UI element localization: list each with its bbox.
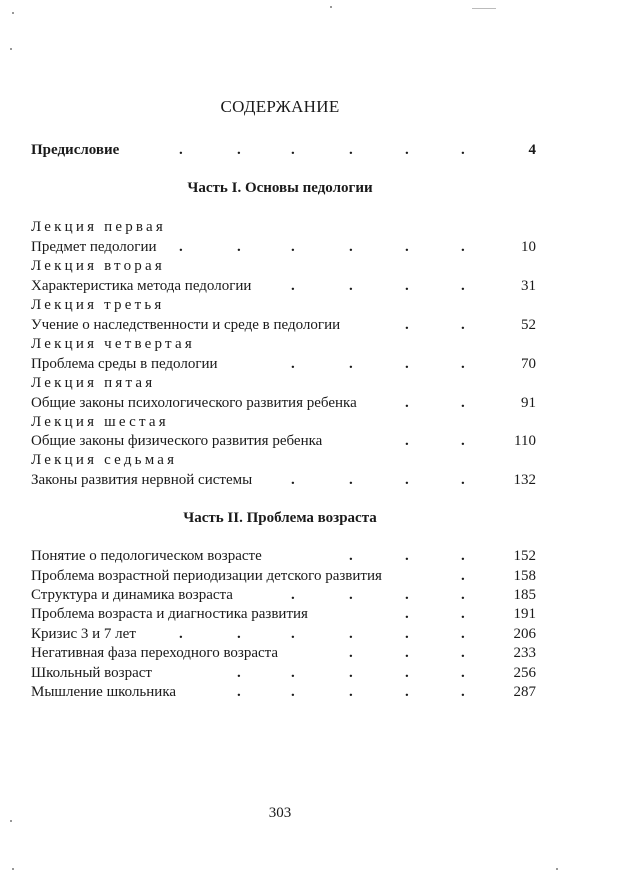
toc-entry-title: Мышление школьника bbox=[31, 684, 177, 700]
dot-leader: . . bbox=[405, 395, 465, 411]
toc-entry[interactable] bbox=[31, 566, 536, 586]
toc-entry-page: 158 bbox=[513, 568, 536, 584]
toc-entry-page: 152 bbox=[513, 548, 536, 564]
toc-entry-page: 4 bbox=[528, 142, 536, 158]
toc-entry-page: 31 bbox=[521, 278, 536, 294]
toc-entry-title: Законы развития нервной системы bbox=[31, 472, 253, 488]
lecture-label: Лекция первая bbox=[31, 219, 166, 235]
dot-leader: . . . bbox=[349, 548, 465, 564]
toc-entry-page: 70 bbox=[521, 356, 536, 372]
toc-entry[interactable] bbox=[31, 585, 536, 605]
lecture-label: Лекция шестая bbox=[31, 414, 169, 430]
scan-speck bbox=[10, 820, 12, 822]
toc-entry[interactable] bbox=[31, 546, 536, 566]
lecture-label: Лекция пятая bbox=[31, 375, 156, 391]
toc-entry-title: Учение о наследственности и среде в педологии bbox=[31, 317, 341, 333]
scan-speck bbox=[12, 12, 14, 14]
toc-entry-title: Понятие о педологическом возрасте bbox=[31, 548, 262, 564]
toc-entry-page: 191 bbox=[513, 606, 536, 622]
toc-entry[interactable] bbox=[31, 663, 536, 683]
dot-leader: . . . bbox=[349, 645, 465, 661]
toc-entry-page: 287 bbox=[513, 684, 536, 700]
scan-speck bbox=[330, 6, 332, 8]
lecture-label: Лекция вторая bbox=[31, 258, 165, 274]
dot-leader: . . . . . . bbox=[179, 626, 465, 642]
part1-heading: Часть I. Основы педологии bbox=[187, 180, 373, 196]
lecture-label: Лекция третья bbox=[31, 297, 165, 313]
dot-leader: . . . . bbox=[291, 587, 465, 603]
toc-entry[interactable] bbox=[31, 354, 536, 374]
dot-leader: . . . . . bbox=[237, 684, 465, 700]
toc-entry-page: 185 bbox=[513, 587, 536, 603]
toc-entry[interactable] bbox=[31, 315, 536, 335]
scan-speck bbox=[556, 868, 558, 870]
scan-speck bbox=[472, 8, 496, 9]
dot-leader: . . . . . . bbox=[179, 239, 465, 255]
toc-entry-title: Предмет педологии bbox=[31, 239, 157, 255]
page-number: 303 bbox=[268, 805, 292, 821]
toc-entry-title: Общие законы физического развития ребенка bbox=[31, 433, 323, 449]
toc-entry-page: 256 bbox=[513, 665, 536, 681]
toc-entry[interactable] bbox=[31, 643, 536, 663]
toc-entry[interactable] bbox=[31, 470, 536, 490]
lecture-label: Лекция седьмая bbox=[31, 452, 178, 468]
toc-entry-title: Проблема возрастной периодизации детского развития bbox=[31, 568, 382, 584]
dot-leader: . . bbox=[405, 606, 465, 622]
toc-entry-title: Проблема возраста и диагностика развития bbox=[31, 606, 308, 622]
toc-entry[interactable] bbox=[31, 237, 536, 257]
toc-entry-title: Кризис 3 и 7 лет bbox=[31, 626, 136, 642]
dot-leader: . . bbox=[405, 317, 465, 333]
toc-entry-page: 110 bbox=[514, 433, 536, 449]
toc-entry[interactable] bbox=[31, 604, 536, 624]
toc-entry-page: 91 bbox=[521, 395, 536, 411]
toc-entry-page: 132 bbox=[513, 472, 536, 488]
dot-leader: . . . . bbox=[291, 472, 465, 488]
part2-heading: Часть II. Проблема возраста bbox=[183, 510, 377, 526]
toc-entry-title: Общие законы психологического развития ребенка bbox=[31, 395, 357, 411]
toc-entry-title: Характеристика метода педологии bbox=[31, 278, 252, 294]
toc-entry-preface[interactable] bbox=[31, 140, 536, 160]
toc-entry-page: 233 bbox=[513, 645, 536, 661]
toc-entry-title: Негативная фаза переходного возраста bbox=[31, 645, 279, 661]
scan-speck bbox=[12, 868, 14, 870]
dot-leader: . . bbox=[405, 433, 465, 449]
toc-entry[interactable] bbox=[31, 393, 536, 413]
dot-leader: . bbox=[461, 568, 465, 584]
toc-entry-title: Школьный возраст bbox=[31, 665, 152, 681]
toc-heading: СОДЕРЖАНИЕ bbox=[220, 97, 340, 116]
toc-entry-page: 206 bbox=[513, 626, 536, 642]
toc-entry-title: Предисловие bbox=[31, 142, 120, 158]
dot-leader: . . . . bbox=[291, 356, 465, 372]
toc-entry[interactable] bbox=[31, 624, 536, 644]
toc-entry-title: Структура и динамика возраста bbox=[31, 587, 233, 603]
toc-entry[interactable] bbox=[31, 682, 536, 702]
toc-entry-title: Проблема среды в педологии bbox=[31, 356, 218, 372]
toc-entry[interactable] bbox=[31, 276, 536, 296]
dot-leader: . . . . . . bbox=[179, 142, 465, 158]
toc-entry-page: 52 bbox=[521, 317, 536, 333]
lecture-label: Лекция четвертая bbox=[31, 336, 195, 352]
dot-leader: . . . . bbox=[291, 278, 465, 294]
scan-speck bbox=[10, 48, 12, 50]
toc-entry[interactable] bbox=[31, 431, 536, 451]
dot-leader: . . . . . bbox=[237, 665, 465, 681]
toc-entry-page: 10 bbox=[521, 239, 536, 255]
